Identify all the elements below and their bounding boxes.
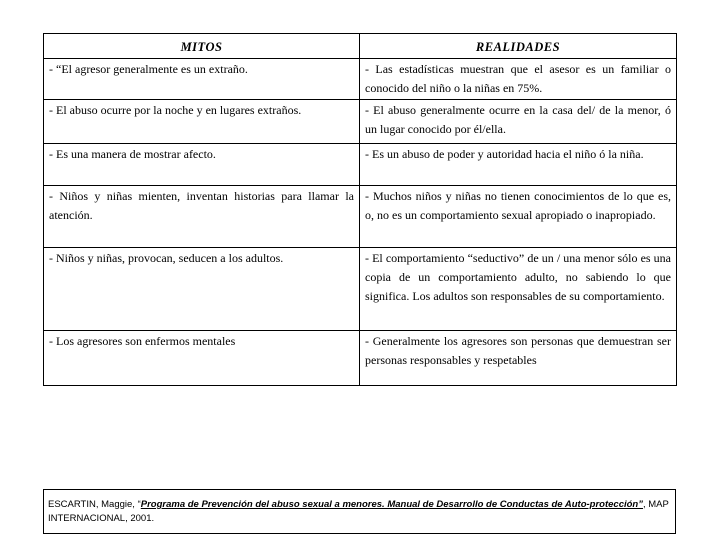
mito-cell: - “El agresor generalmente es un extraño. — [44, 59, 360, 100]
realidad-cell: - Generalmente los agresores son personas que demuestran ser personas responsables y respetables — [360, 331, 677, 386]
header-realidades: REALIDADES — [360, 34, 677, 59]
header-mitos: MITOS — [44, 34, 360, 59]
table-row — [44, 331, 677, 386]
mito-cell: - Niños y niñas, provocan, seducen a los adultos. — [44, 248, 360, 331]
table-row — [44, 248, 677, 331]
realidad-cell: - El abuso generalmente ocurre en la casa del/ de la menor, ó un lugar conocido por él/ella. — [360, 100, 677, 144]
citation-footer — [43, 489, 676, 534]
realidad-cell: - Muchos niños y niñas no tienen conocimientos de lo que es, o, no es un comportamiento sexual apropiado o inapropiado. — [360, 186, 677, 248]
table-row — [44, 100, 677, 144]
mitos-realidades-table — [43, 33, 677, 386]
mito-cell: - El abuso ocurre por la noche y en lugares extraños. — [44, 100, 360, 144]
realidad-cell: - El comportamiento “seductivo” de un / una menor sólo es una copia de un comportamiento adulto, no sabiendo lo que significa. Los adultos son responsables de su comportamiento. — [360, 248, 677, 331]
table-row — [44, 144, 677, 186]
realidad-cell: - Es un abuso de poder y autoridad hacia el niño ó la niña. — [360, 144, 677, 186]
mito-cell: - Es una manera de mostrar afecto. — [44, 144, 360, 186]
table-header-row — [44, 34, 677, 59]
realidad-cell: - Las estadísticas muestran que el asesor es un familiar o conocido del niño o la niñas en 75%. — [360, 59, 677, 100]
table-row — [44, 186, 677, 248]
citation-publisher: , MAP INTERNACIONAL, 2001. — [48, 499, 669, 524]
citation-title: Programa de Prevención del abuso sexual a menores. Manual de Desarrollo de Conductas de Auto-protección” — [140, 499, 643, 510]
citation-author: ESCARTIN, Maggie, “ — [48, 499, 141, 510]
mito-cell: - Los agresores son enfermos mentales — [44, 331, 360, 386]
table-row — [44, 59, 677, 100]
mito-cell: - Niños y niñas mienten, inventan historias para llamar la atención. — [44, 186, 360, 248]
